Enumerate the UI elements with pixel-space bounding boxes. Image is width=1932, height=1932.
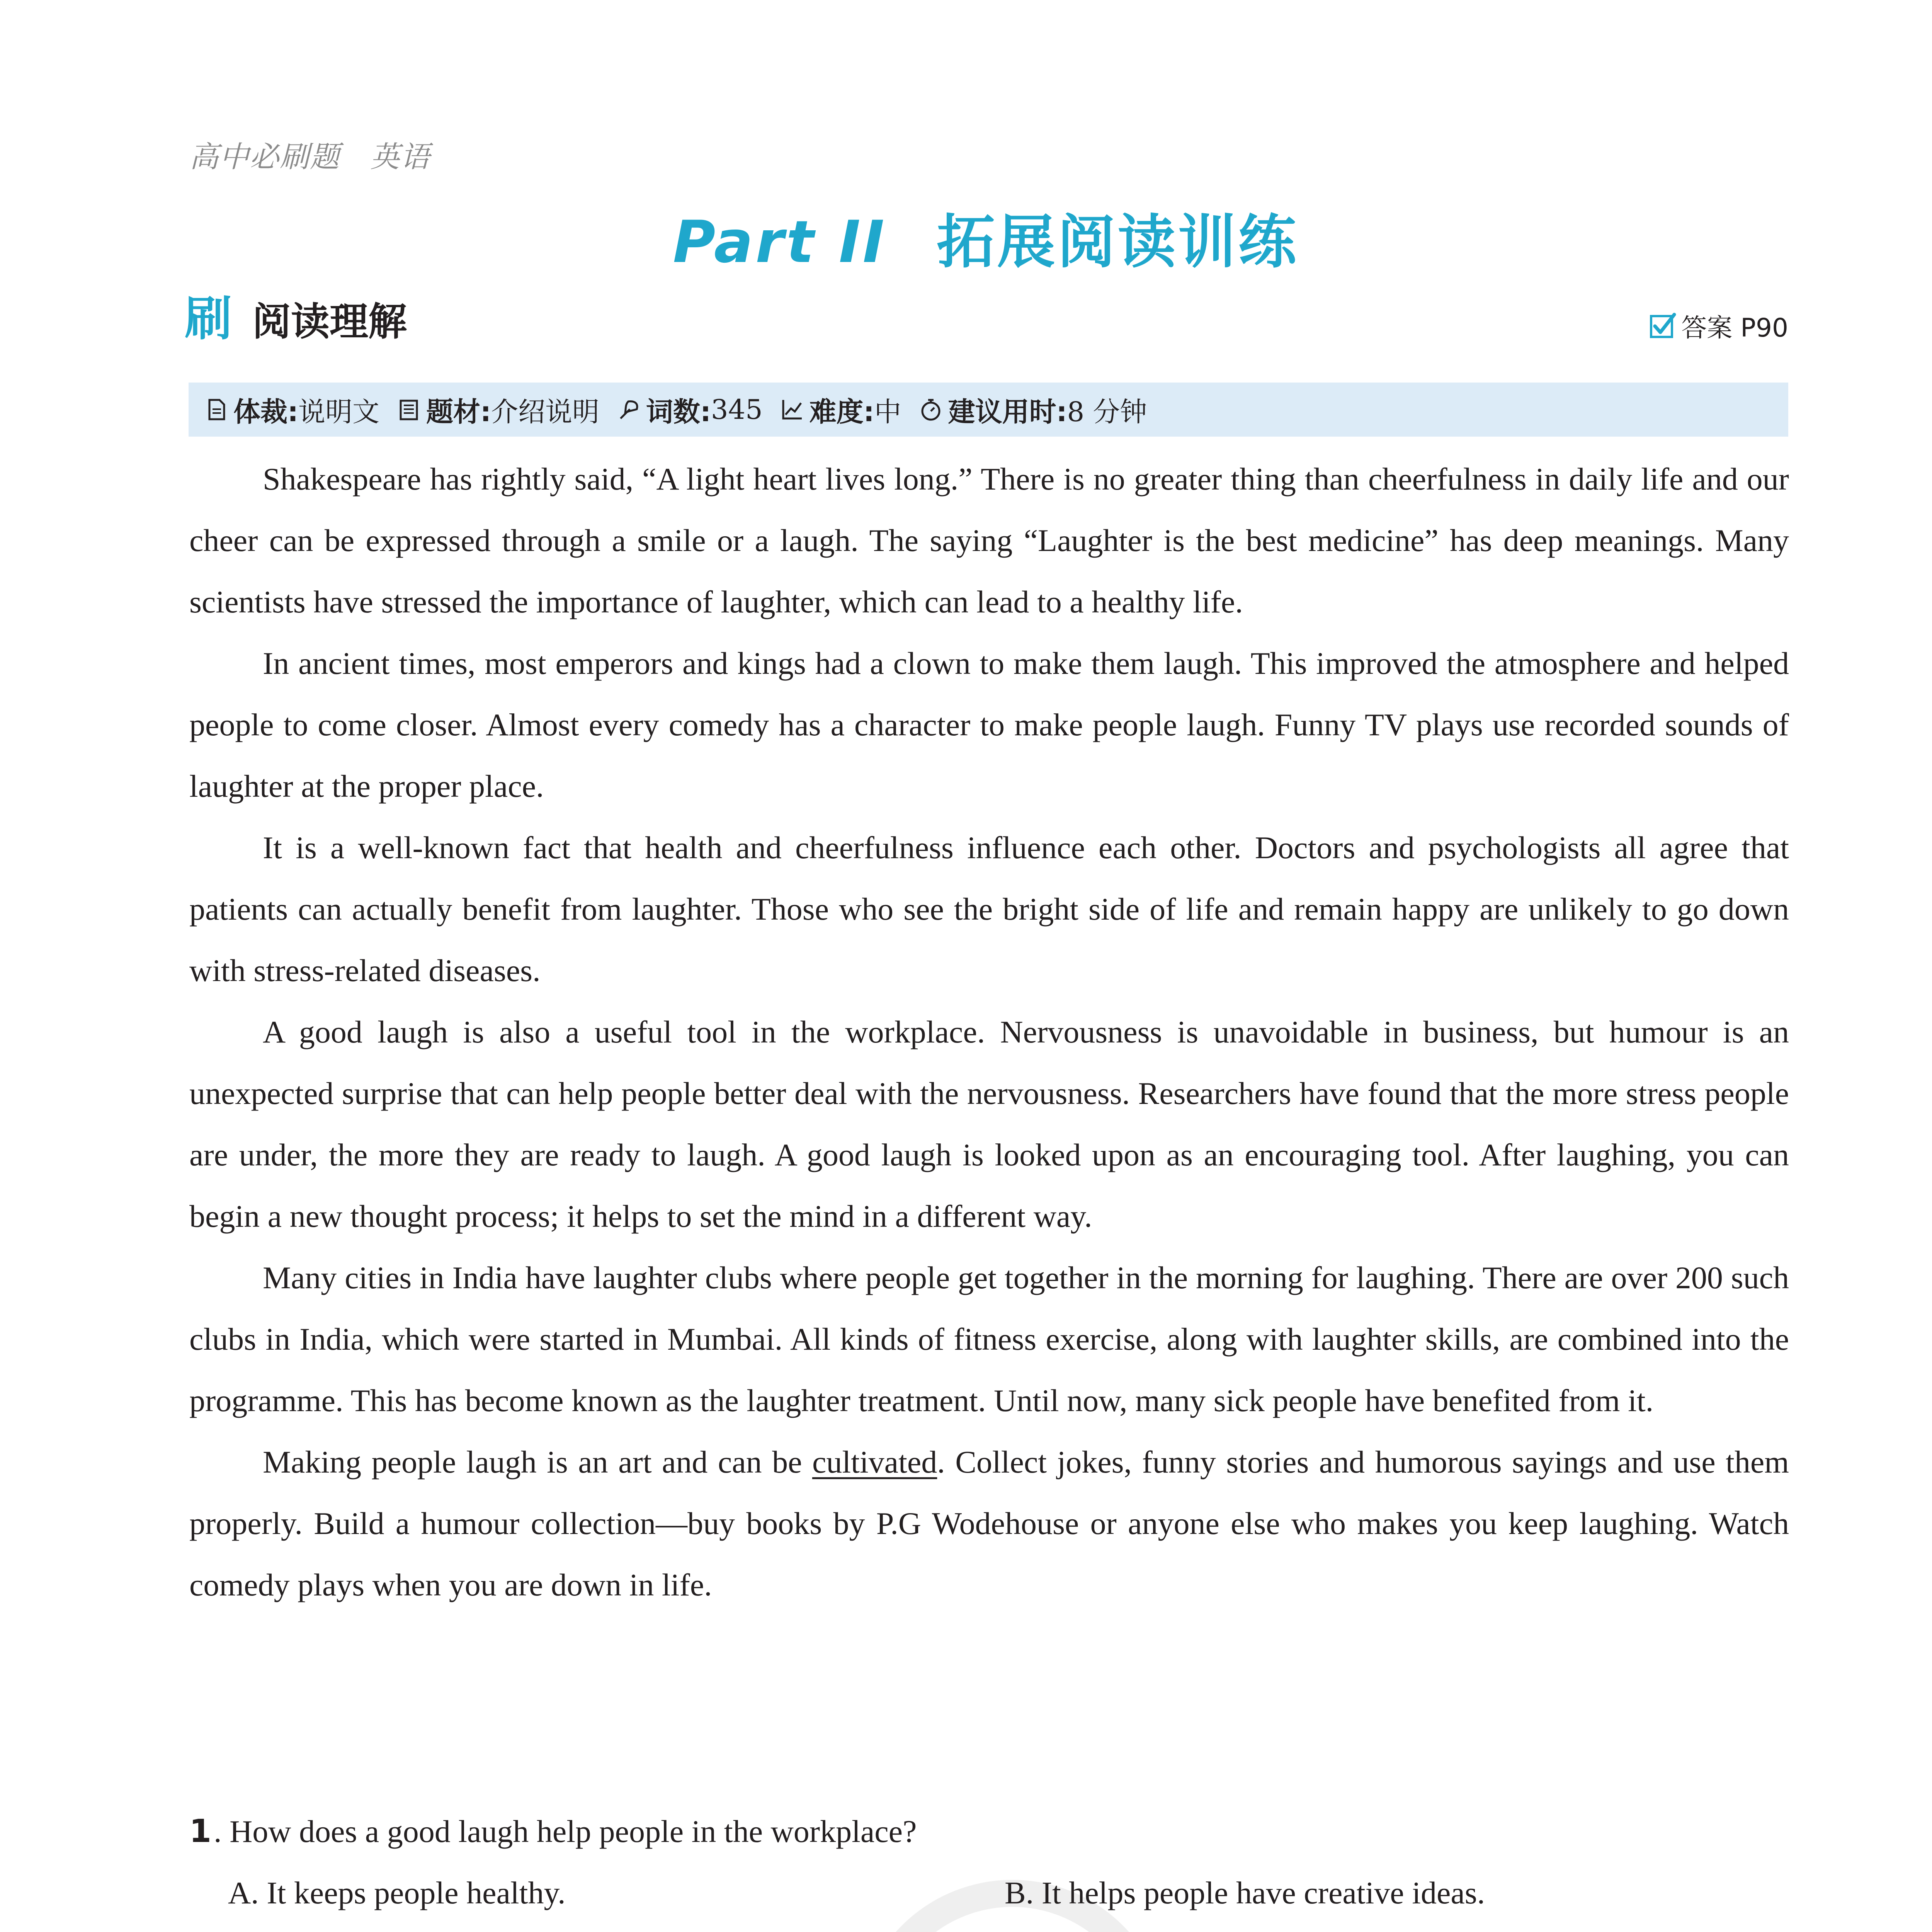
option-d[interactable] <box>1005 1923 1789 1932</box>
section-title: 阅读理解 <box>252 299 407 344</box>
info-suggested-time <box>919 390 1147 429</box>
part-title <box>0 195 1932 279</box>
section-header <box>185 292 1788 350</box>
passage-paragraph-2: In ancient times, most emperors and kings had a clown to make them laugh. This improved the atmosphere and helped people to come closer. Almost every comedy has a character to make people laugh. Funny TV plays use recorded sounds of laughter at the proper place. <box>189 646 1789 804</box>
info-difficulty <box>780 390 901 429</box>
question-1 <box>189 1801 1789 1932</box>
info-topic-value: 介绍说明 <box>491 396 599 428</box>
passage-paragraph-5: Many cities in India have laughter clubs where people get together in the morning for laughing. There are over 200 such clubs in India, which were started in Mumbai. All kinds of fitness exercise, along with laughter skills, are combined into the programme. This has become known as the laughter treatment. Until now, many sick people have benefited from it. <box>189 1260 1789 1418</box>
info-suggested-time-value: 8 分钟 <box>1067 396 1147 428</box>
reading-passage <box>189 448 1789 1616</box>
question-stem: . How does a good laugh help people in the workplace? <box>214 1814 917 1849</box>
question-list <box>189 1801 1789 1932</box>
passage-paragraph-1: Shakespeare has rightly said, “A light heart lives long.” There is no greater thing than cheerfulness in daily life and our cheer can be expressed through a smile or a laugh. The saying “Laughter is the best medicine” has deep meanings. Many scientists have stressed the importance of laughter, which can lead to a healthy life. <box>189 461 1789 619</box>
option-a[interactable]: A. It keeps people healthy. <box>228 1875 566 1910</box>
quill-icon <box>617 398 641 422</box>
info-difficulty-key: 难度: <box>809 396 874 428</box>
answer-reference[interactable] <box>1650 307 1788 344</box>
passage-paragraph-3: It is a well-known fact that health and cheerfulness influence each other. Doctors and psychologists all agree that patients can actually benefit from laughter. Those who see the bright side of life and remain happy are unlikely to go down with stress-related diseases. <box>189 830 1789 988</box>
timer-icon <box>919 398 943 422</box>
info-difficulty-value: 中 <box>874 396 901 428</box>
info-genre <box>204 390 379 429</box>
info-topic-key: 题材: <box>426 396 491 428</box>
brush-mark-icon: 刷 <box>185 291 232 346</box>
info-genre-key: 体裁: <box>233 396 298 428</box>
header-breadcrumb: 高中必刷题 英语 <box>189 139 430 174</box>
option-b[interactable]: B. It helps people have creative ideas. <box>1005 1875 1485 1910</box>
info-genre-value: 说明文 <box>298 396 379 428</box>
underlined-word: cultivated <box>812 1444 937 1480</box>
info-wordcount-key: 词数: <box>646 396 711 428</box>
info-suggested-time-key: 建议用时: <box>948 396 1067 428</box>
part-title-cn: 拓展阅读训练 <box>937 209 1299 276</box>
passage-paragraph-4: A good laugh is also a useful tool in the workplace. Nervousness is unavoidable in business, but humour is an unexpected surprise that can help people better deal with the nervousness. Researchers have found that the more stress people are under, the more they are ready to laugh. A good laugh is looked upon as an encouraging tool. After laughing, you can begin a new thought process; it helps to set the mind in a different way. <box>189 1014 1789 1234</box>
passage-paragraph-6 <box>189 1431 1789 1616</box>
answer-reference-text: 答案 P90 <box>1681 313 1788 343</box>
paragraph-6-text-before: Making people laugh is an art and can be <box>263 1444 812 1480</box>
option-c[interactable] <box>228 1923 1005 1932</box>
book-icon <box>397 398 421 422</box>
document-icon <box>204 398 228 422</box>
info-topic <box>397 390 599 429</box>
info-bar <box>189 383 1788 437</box>
checkbox-checked-icon <box>1650 312 1677 339</box>
paragraph-6-text-after: . Collect jokes, funny stories and humorous sayings and use them properly. Build a humour collection—buy books by P.G Wodehouse or anyone else who makes you keep laughing. Watch comedy plays when you are down in life. <box>189 1444 1789 1602</box>
info-wordcount <box>617 390 763 429</box>
chart-icon <box>780 398 804 422</box>
info-wordcount-value: 345 <box>711 394 763 425</box>
part-title-en: Part II <box>673 209 887 276</box>
question-number: 1 <box>189 1813 212 1850</box>
